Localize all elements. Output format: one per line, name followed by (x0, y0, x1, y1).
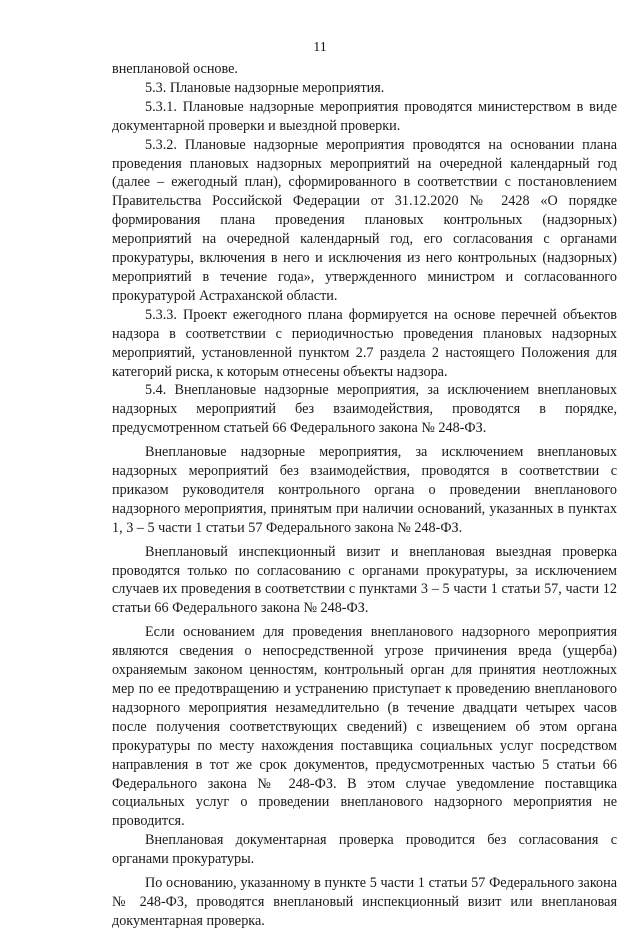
paragraph-5-3-1: 5.3.1. Плановые надзорные мероприятия проводятся министерством в виде документарной проверки и выездной проверки. (112, 98, 617, 134)
page-number: 11 (313, 40, 327, 55)
paragraph-5-3-3: 5.3.3. Проект ежегодного плана формируется на основе перечней объектов надзора в соответствии с периодичностью проведения плановых надзорных мероприятий, установленной пунктом 2.7 раздела 2 настоящего Положения для категорий риска, к которым отнесены объекты надзора. (112, 306, 617, 380)
paragraph-unscheduled-order: Внеплановые надзорные мероприятия, за исключением внеплановых надзорных мероприятий без взаимодействия, проводятся в соответствии с приказом руководителя контрольного органа о проведении внепланового надзорного мероприятия, принятым при наличии оснований, указанных в пунктах 1, 3 – 5 части 1 статьи 57 Федерального закона № 248-ФЗ. (112, 444, 617, 536)
paragraph-5-3-2: 5.3.2. Плановые надзорные мероприятия проводятся на основании плана проведения плановых надзорных мероприятий на очередной календарный год (далее – ежегодный план), сформированного в соответствии с постановлением Правительства Российской Федерации от 31.12.2020 № 2428 «О порядке формирования плана проведения плановых контрольных (надзорных) мероприятий на очередной календарный год, его согласования с органами прокуратуры, включения в него и исключения из него контрольных (надзорных) мероприятий в течение года», утвержденного министром и согласованного прокуратурой Астраханской области. (112, 136, 617, 304)
paragraph-5-3-heading: 5.3. Плановые надзорные мероприятия. (145, 79, 385, 96)
paragraph-continuation: внеплановой основе. (112, 61, 238, 77)
paragraph-immediate-threat: Если основанием для проведения внепланового надзорного мероприятия являются сведения о непосредственной угрозе причинения вреда (ущерба) охраняемым законом ценностям, контрольный орган для принятия неотложных мер по ее предотвращению и устранению приступает к проведению внепланового надзорного мероприятия незамедлительно (в течение двадцати четырех часов после получения соответствующих сведений) с извещением об этом органа прокуратуры по месту нахождения поставщика социальных услуг посредством направления в тот же срок документов, предусмотренных частью 5 статьи 66 Федерального закона № 248-ФЗ. В этом случае уведомление поставщика социальных услуг о проведении внепланового надзорного мероприятия не проводится. (112, 624, 617, 830)
paragraph-5-4: 5.4. Внеплановые надзорные мероприятия, за исключением внеплановых надзорных мероприятий без взаимодействия, проводятся в порядке, предусмотренном статьей 66 Федерального закона № 248-ФЗ. (112, 382, 617, 437)
document-body (112, 60, 617, 931)
paragraph-point-5-basis: По основанию, указанному в пункте 5 части 1 статьи 57 Федерального закона № 248-ФЗ, проводятся внеплановый инспекционный визит или внеплановая документарная проверка. (112, 875, 617, 929)
paragraph-documentary-check: Внеплановая документарная проверка проводится без согласования с органами прокуратуры. (112, 832, 617, 868)
paragraph-inspection-visit: Внеплановый инспекционный визит и внеплановая выездная проверка проводятся только по согласованию с органами прокуратуры, за исключением случаев их проведения в соответствии с пунктами 3 – 5 части 1 статьи 57, части 12 статьи 66 Федерального закона № 248-ФЗ. (112, 543, 617, 617)
